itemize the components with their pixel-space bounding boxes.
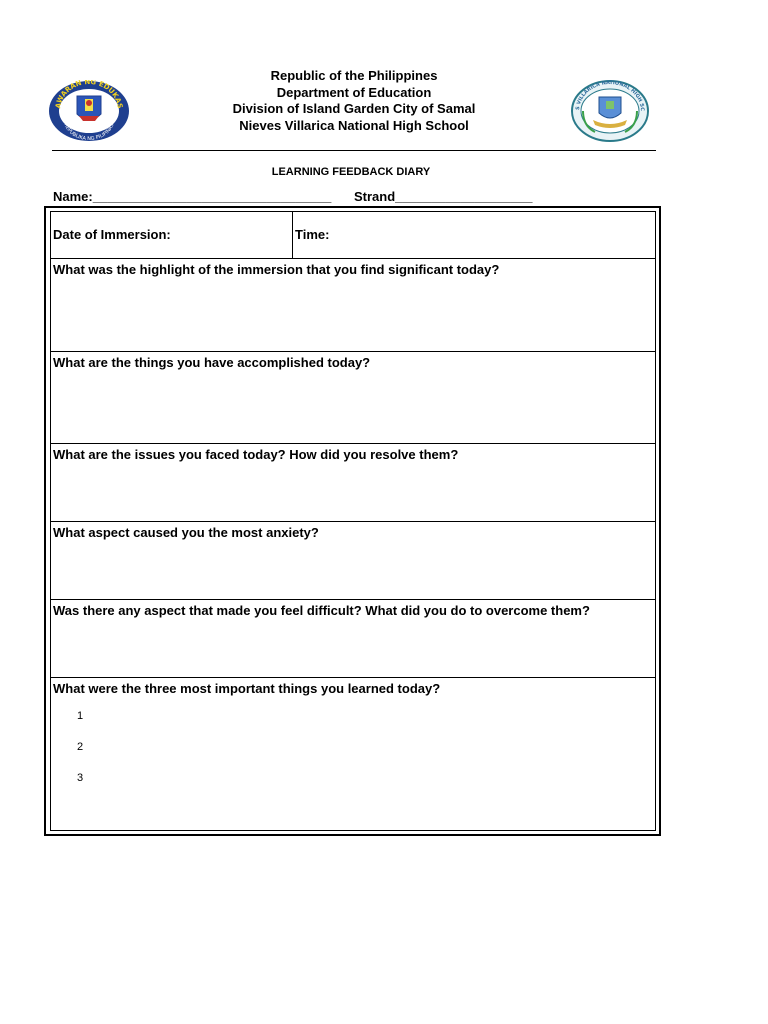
date-of-immersion-cell[interactable] (50, 211, 293, 259)
question-learned: What were the three most important things you learned today? (53, 681, 441, 696)
learned-item-number: 3 (77, 772, 84, 784)
strand-field[interactable] (354, 189, 533, 204)
strand-blank: ___________________ (395, 189, 533, 204)
question-issues: What are the issues you faced today? How did you resolve them? (53, 447, 459, 462)
question-highlight-cell[interactable] (50, 258, 656, 352)
time-cell[interactable] (292, 211, 656, 259)
question-accomplished: What are the things you have accomplished today? (53, 355, 371, 370)
question-difficulty: Was there any aspect that made you feel difficult? What did you do to overcome them? (53, 603, 590, 618)
question-anxiety: What aspect caused you the most anxiety? (53, 525, 319, 540)
learned-item-number: 1 (77, 710, 84, 722)
document-title: LEARNING FEEDBACK DIARY (271, 166, 431, 178)
header-republic: Republic of the Philippines (270, 68, 438, 83)
learned-item-number: 2 (77, 741, 84, 753)
question-issues-cell[interactable] (50, 443, 656, 522)
question-highlight: What was the highlight of the immersion that you find significant today? (53, 262, 500, 277)
question-difficulty-cell[interactable] (50, 599, 656, 678)
name-blank: _________________________________ (92, 189, 332, 204)
letterhead (180, 68, 528, 134)
question-accomplished-cell[interactable] (50, 351, 656, 444)
svg-text:NIEVES VILLARICA NATIONAL HIGH: S VILLARICA NATIONAL HIGH SC (574, 80, 646, 112)
date-of-immersion-label: Date of Immersion: (53, 227, 171, 242)
question-learned-cell[interactable] (50, 677, 656, 831)
name-field[interactable] (53, 189, 331, 204)
time-label: Time: (295, 227, 330, 242)
svg-text:KAGAWARAN NG EDUKASYON: AWARAN NG EDUKAS (54, 80, 124, 110)
name-label: Name: (53, 189, 93, 204)
strand-label: Strand (354, 189, 396, 204)
header-department: Department of Education (276, 84, 432, 100)
header-divider (52, 150, 656, 151)
deped-seal-logo (46, 80, 132, 142)
question-anxiety-cell[interactable] (50, 521, 656, 600)
header-division: Division of Island Garden City of Samal (232, 101, 476, 116)
school-seal-logo (569, 80, 651, 142)
svg-text:REPUBLIKA NG PILIPINAS: REPUBLIKA NG PILIPINAS (62, 122, 116, 142)
header-school: Nieves Villarica National High School (239, 117, 469, 133)
